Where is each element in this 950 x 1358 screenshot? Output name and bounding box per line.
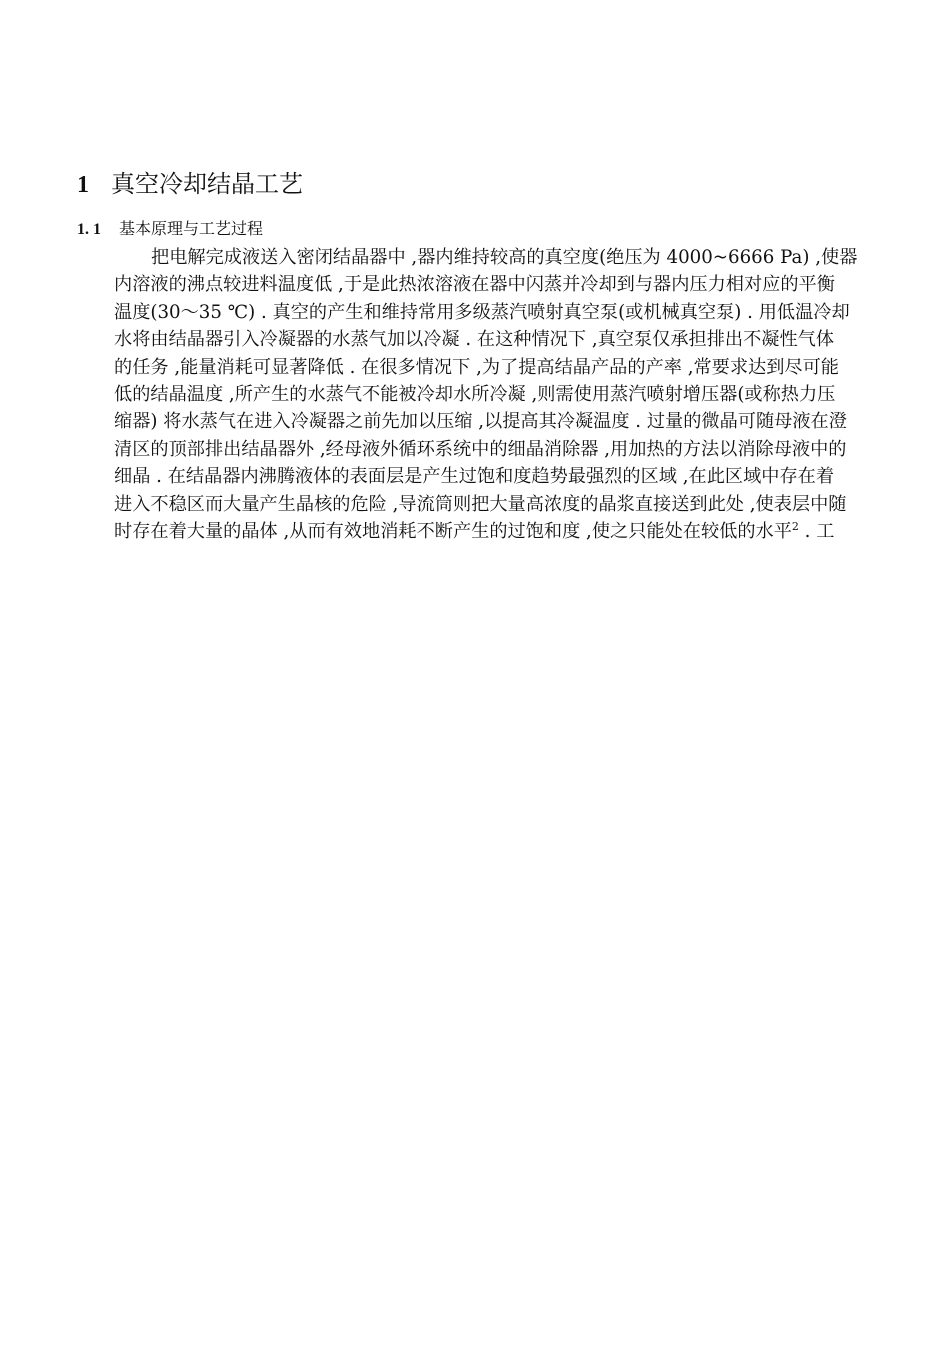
- paragraph-line: 低的结晶温度 ,所产生的水蒸气不能被冷却水所冷凝 ,则需使用蒸汽喷射增压器(或称热力压: [114, 383, 836, 405]
- subsection-title: 基本原理与工艺过程: [119, 219, 264, 238]
- paragraph-line: 进入不稳区而大量产生晶核的危险 ,导流筒则把大量高浓度的晶浆直接送到此处 ,使表层中随: [114, 493, 847, 515]
- paragraph-line: 缩器) 将水蒸气在进入冷凝器之前先加以压缩 ,以提高其冷凝温度 . 过量的微晶可随母液在澄: [114, 411, 847, 433]
- section-title: 真空冷却结晶工艺: [111, 170, 303, 198]
- paragraph-line: 水将由结晶器引入冷凝器的水蒸气加以冷凝 . 在这种情况下 ,真空泵仅承担排出不凝性气体: [114, 329, 835, 351]
- subsection-number: 1. 1: [77, 221, 101, 238]
- section-number: 1: [77, 172, 89, 198]
- citation-marker: 2: [791, 519, 799, 533]
- paragraph-line-text: 时存在着大量的晶体 ,从而有效地消耗不断产生的过饱和度 ,使之只能处在较低的水平: [114, 520, 792, 542]
- section-heading: [77, 166, 303, 203]
- paragraph-line: 的任务 ,能量消耗可显著降低 . 在很多情况下 ,为了提高结晶产品的产率 ,常要求达到尽可能: [114, 356, 839, 378]
- paragraph-line: 温度(30～35 ℃) . 真空的产生和维持常用多级蒸汽喷射真空泵(或机械真空泵) . 用低温冷却: [114, 301, 850, 323]
- paragraph-line: 细晶 . 在结晶器内沸腾液体的表面层是产生过饱和度趋势最强烈的区域 ,在此区域中存在着: [114, 466, 835, 488]
- paragraph-line: 清区的顶部排出结晶器外 ,经母液外循环系统中的细晶消除器 ,用加热的方法以消除母液中的: [114, 438, 847, 460]
- body-paragraph: [77, 244, 875, 545]
- paragraph-line: 把电解完成液送入密闭结晶器中 ,器内维持较高的真空度(绝压为 4000~6666 Pa) ,使器: [151, 247, 858, 268]
- paragraph-last-line: [77, 518, 875, 545]
- subsection-heading: [77, 216, 263, 243]
- paragraph-line-tail: . 工: [798, 520, 835, 542]
- paragraph-line: 内溶液的沸点较进料温度低 ,于是此热浓溶液在器中闪蒸并冷却到与器内压力相对应的平衡: [114, 274, 835, 296]
